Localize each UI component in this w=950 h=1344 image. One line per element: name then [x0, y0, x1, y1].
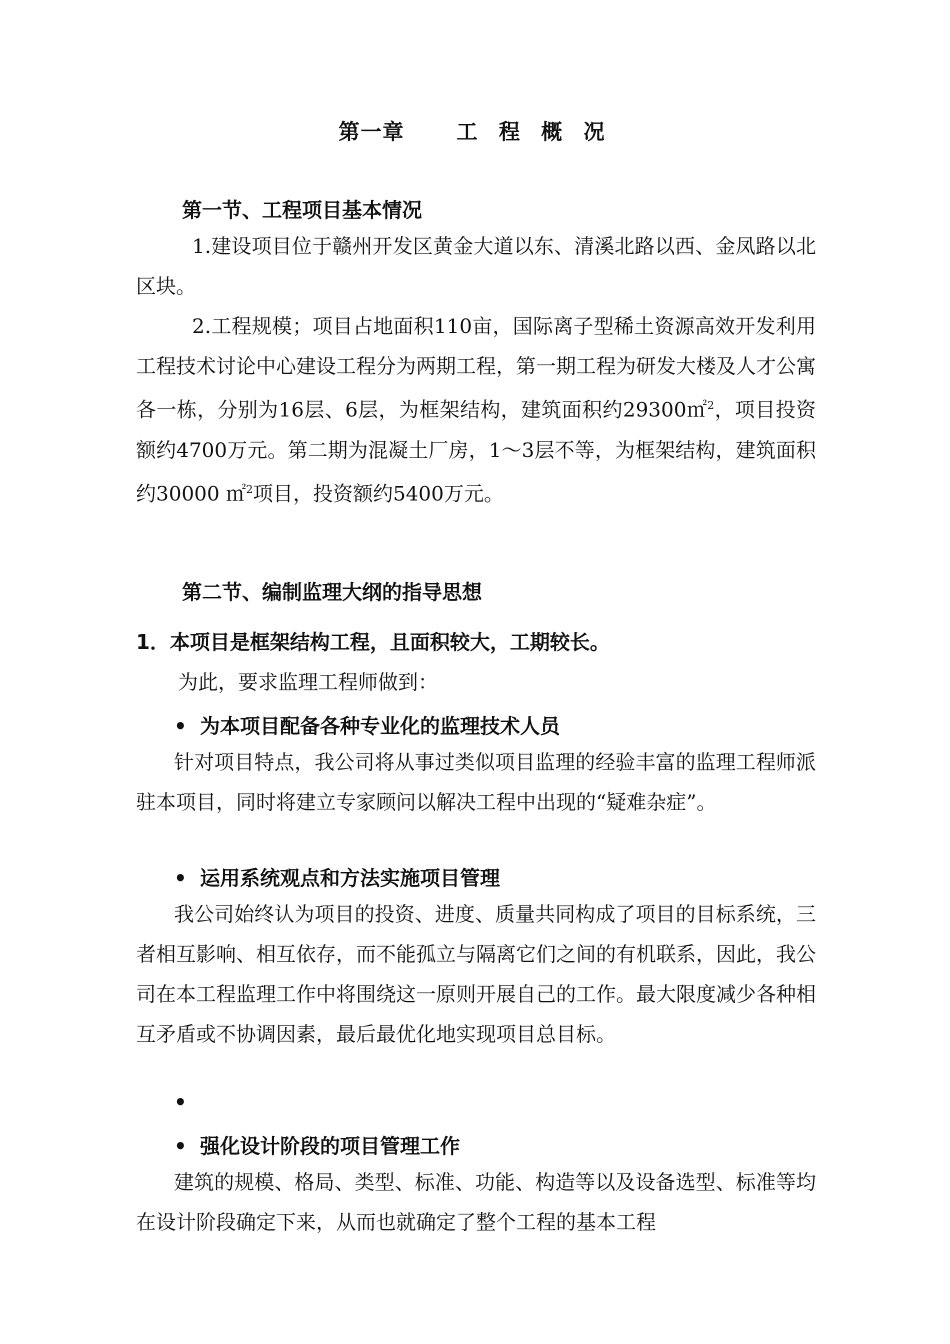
bullet-1 — [174, 710, 560, 739]
bullet-dot: • — [174, 1090, 187, 1114]
point-1: 1．本项目是框架结构工程，且面积较大，工期较长。 — [136, 630, 610, 654]
bullet-dot: • — [174, 866, 187, 890]
chapter-title — [0, 116, 950, 146]
bullet-3-label: 强化设计阶段的项目管理工作 — [200, 1134, 460, 1158]
bullet-2-text: 我公司始终认为项目的投资、进度、质量共同构成了项目的目标系统，三者相互影响、相互依存，而不能孤立与隔离它们之间的有机联系，因此，我公司在本工程监理工作中将围绕这一原则开展自己的工作。最大限度减少各种相互矛盾或不协调因素，最后最优化地实现项目总目标。 — [136, 902, 816, 1046]
bullet-2-label: 运用系统观点和方法实施项目管理 — [200, 866, 500, 890]
section2-heading: 第二节、编制监理大纲的指导思想 — [182, 580, 482, 604]
bullet-1-text: 针对项目特点，我公司将从事过类似项目监理的经验丰富的监理工程师派驻本项目，同时将建立专家顾问以解决工程中出现的“疑难杂症”。 — [136, 750, 816, 814]
bullet-dot: • — [174, 714, 187, 738]
bullet-3-text: 建筑的规模、格局、类型、标准、功能、构造等以及设备选型、标准等均在设计阶段确定下来，从而也就确定了整个工程的基本工程 — [136, 1170, 816, 1234]
section1-paragraph-1: 1.建设项目位于赣州开发区黄金大道以东、清溪北路以西、金凤路以北区块。 — [136, 234, 816, 298]
chapter-name: 工 程 概 况 — [456, 120, 612, 144]
bullet-2 — [174, 862, 500, 891]
section1-heading: 第一节、工程项目基本情况 — [182, 198, 422, 222]
bullet-3 — [174, 1130, 460, 1159]
section1-paragraph-2: 2.工程规模；项目占地面积110亩，国际离子型稀土资源高效开发利用工程技术讨论中心建设工程分为两期工程，第一期工程为研发大楼及人才公寓各一栋，分别为16层、6层，为框架结构，建筑面积约29300㎡$^2$，项目投资额约4700万元。第二期为混凝土厂房，1～3层不等，为框架结构，建筑面积约30000 ㎡$^2$项目，投资额约5400万元。 — [136, 314, 817, 506]
bullet-dot: • — [174, 1134, 187, 1158]
bullet-1-label: 为本项目配备各种专业化的监理技术人员 — [200, 714, 560, 738]
bullet-empty — [174, 1090, 200, 1114]
point-1-intro: 为此，要求监理工程师做到： — [178, 670, 438, 694]
chapter-number: 第一章 — [338, 120, 405, 144]
